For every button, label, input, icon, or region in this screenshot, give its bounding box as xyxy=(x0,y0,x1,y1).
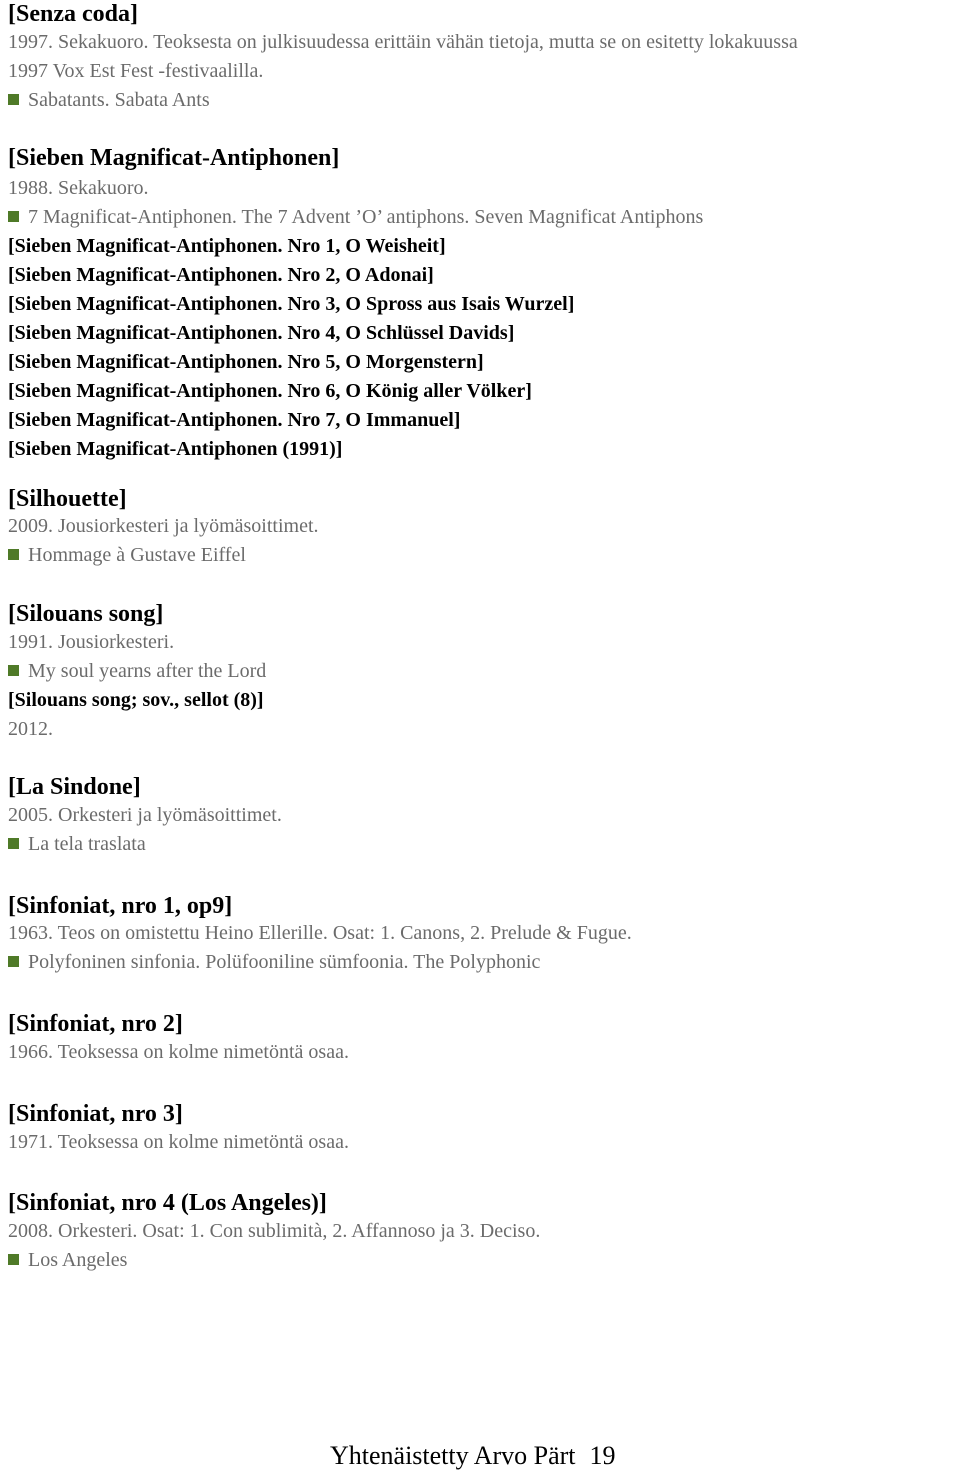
sub-work-title: [Sieben Magnificat-Antiphonen. Nro 7, O Immanuel] xyxy=(8,409,461,431)
green-square-bullet-icon xyxy=(8,549,19,560)
work-title: [Sinfoniat, nro 4 (Los Angeles)] xyxy=(8,1190,327,1216)
alternate-title-text: Sabatants. Sabata Ants xyxy=(28,89,210,111)
work-info-text: 2008. Orkesteri. Osat: 1. Con sublimità, 2. Affannoso ja 3. Deciso. xyxy=(8,1220,541,1242)
work-info-text: 2009. Jousiorkesteri ja lyömäsoittimet. xyxy=(8,515,319,537)
work-info-line xyxy=(8,57,263,86)
work-info-line xyxy=(8,628,174,657)
work-entry xyxy=(8,1100,349,1153)
work-title: [Sinfoniat, nro 3] xyxy=(8,1101,183,1127)
work-title: [Silouans song] xyxy=(8,601,164,627)
sub-work-line xyxy=(8,261,434,290)
work-title: [Sieben Magnificat-Antiphonen] xyxy=(8,145,340,171)
work-info-text: 1997. Sekakuoro. Teoksesta on julkisuudessa erittäin vähän tietoja, mutta se on esitetty lokakuussa xyxy=(8,31,798,53)
work-entry xyxy=(8,600,267,740)
alternate-title-text: La tela traslata xyxy=(28,833,146,855)
work-title: [Silhouette] xyxy=(8,486,127,512)
sub-work-title: [Sieben Magnificat-Antiphonen. Nro 5, O Morgenstern] xyxy=(8,351,484,373)
sub-work-line xyxy=(8,319,514,348)
work-info-line xyxy=(8,801,282,830)
alternate-title-line xyxy=(8,1246,127,1275)
sub-work-line xyxy=(8,377,532,406)
work-info-line xyxy=(8,28,798,57)
work-title: [La Sindone] xyxy=(8,774,141,800)
footer-title: Yhtenäistetty Arvo Pärt xyxy=(330,1441,576,1470)
work-info-line xyxy=(8,512,319,541)
alternate-title-line xyxy=(8,657,266,686)
alternate-title-text: Polyfoninen sinfonia. Polüfooniline sümfoonia. The Polyphonic xyxy=(28,951,541,973)
alternate-title-line xyxy=(8,541,246,570)
work-info-text: 1963. Teos on omistettu Heino Ellerille. Osat: 1. Canons, 2. Prelude & Fugue. xyxy=(8,922,632,944)
sub-work-title: [Sieben Magnificat-Antiphonen (1991)] xyxy=(8,438,343,460)
green-square-bullet-icon xyxy=(8,94,19,105)
sub-work-title: [Sieben Magnificat-Antiphonen. Nro 2, O Adonai] xyxy=(8,264,434,286)
alternate-title-line xyxy=(8,948,540,977)
work-info-text: 1971. Teoksessa on kolme nimetöntä osaa. xyxy=(8,1131,349,1153)
work-entry xyxy=(8,485,319,566)
sub-work-line xyxy=(8,686,264,715)
sub-work-title: [Sieben Magnificat-Antiphonen. Nro 1, O Weisheit] xyxy=(8,235,446,257)
green-square-bullet-icon xyxy=(8,665,19,676)
alternate-title-text: 7 Magnificat-Antiphonen. The 7 Advent ’O’ antiphons. Seven Magnificat Antiphons xyxy=(28,206,704,228)
green-square-bullet-icon xyxy=(8,211,19,222)
work-info-text: 2012. xyxy=(8,718,53,740)
sub-work-line xyxy=(8,435,342,464)
work-title: [Sinfoniat, nro 2] xyxy=(8,1011,183,1037)
alternate-title-text: Los Angeles xyxy=(28,1249,128,1271)
alternate-title-text: Hommage à Gustave Eiffel xyxy=(28,544,246,566)
alternate-title-line xyxy=(8,830,146,859)
sub-work-line xyxy=(8,232,446,261)
page-number: 19 xyxy=(589,1441,616,1470)
work-info-text: 1988. Sekakuoro. xyxy=(8,177,149,199)
sub-work-line xyxy=(8,290,574,319)
page-footer xyxy=(330,1438,616,1474)
alternate-title-line xyxy=(8,203,703,232)
work-info-text: 2005. Orkesteri ja lyömäsoittimet. xyxy=(8,804,282,826)
work-title: [Sinfoniat, nro 1, op9] xyxy=(8,893,233,919)
work-info-text: 1966. Teoksessa on kolme nimetöntä osaa. xyxy=(8,1041,349,1063)
work-title: [Senza coda] xyxy=(8,1,138,27)
work-info-line xyxy=(8,919,632,948)
sub-work-line xyxy=(8,348,484,377)
work-info-line xyxy=(8,1038,349,1067)
work-info-line xyxy=(8,174,149,203)
work-entry xyxy=(8,1010,349,1063)
work-entry xyxy=(8,144,704,460)
alternate-title-text: My soul yearns after the Lord xyxy=(28,660,267,682)
sub-work-title: [Sieben Magnificat-Antiphonen. Nro 4, O Schlüssel Davids] xyxy=(8,322,515,344)
work-entry xyxy=(8,773,282,855)
work-entry xyxy=(8,892,632,973)
work-info-text: 1997 Vox Est Fest -festivaalilla. xyxy=(8,60,264,82)
work-entry xyxy=(8,0,798,111)
work-info-line xyxy=(8,1128,349,1157)
green-square-bullet-icon xyxy=(8,1254,19,1265)
green-square-bullet-icon xyxy=(8,956,19,967)
work-entry xyxy=(8,1189,541,1271)
sub-work-title: [Sieben Magnificat-Antiphonen. Nro 3, O Spross aus Isais Wurzel] xyxy=(8,293,575,315)
work-info-line xyxy=(8,715,53,744)
sub-work-line xyxy=(8,406,460,435)
green-square-bullet-icon xyxy=(8,838,19,849)
alternate-title-line xyxy=(8,86,210,115)
work-info-line xyxy=(8,1217,540,1246)
work-info-text: 1991. Jousiorkesteri. xyxy=(8,631,175,653)
sub-work-title: [Sieben Magnificat-Antiphonen. Nro 6, O König aller Völker] xyxy=(8,380,532,402)
sub-work-title: [Silouans song; sov., sellot (8)] xyxy=(8,689,264,711)
